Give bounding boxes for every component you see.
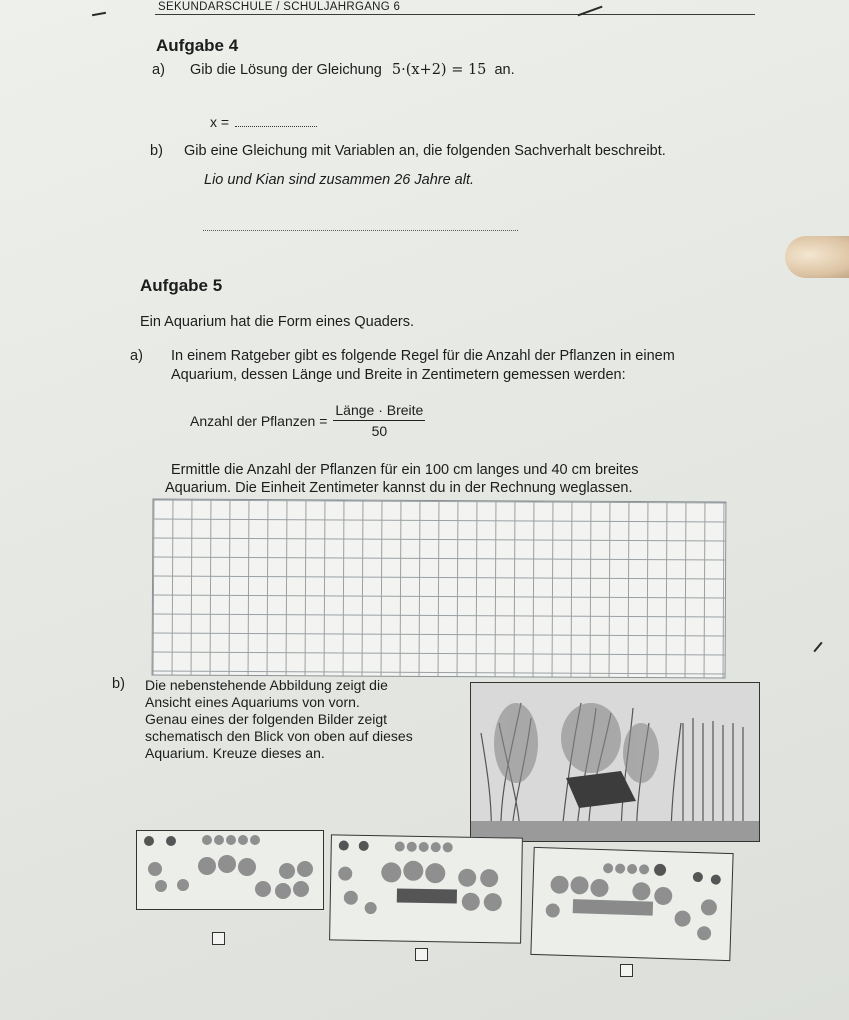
task5b-line3: Genau eines der folgenden Bilder zeigt [145, 711, 388, 727]
task5a-label: a) [130, 348, 143, 364]
task4-title: Aufgabe 4 [156, 36, 239, 55]
task4b-label: b) [150, 143, 163, 159]
task4a-answer-blank[interactable] [235, 126, 317, 127]
task5a-task-line2: Aquarium. Die Einheit Zentimeter kannst du in der Rechnung weglassen. [165, 480, 633, 496]
calculation-grid[interactable] [152, 498, 727, 678]
option-2-checkbox[interactable] [415, 948, 428, 961]
task5b-line2: Ansicht eines Aquariums von vorn. [145, 694, 360, 710]
option-3-checkbox[interactable] [620, 964, 633, 977]
formula-left: Anzahl der Pflanzen = [190, 412, 328, 429]
aquarium-front-view [470, 682, 760, 842]
option-1-top-view [136, 830, 324, 910]
task4a-equation: 5·(x+2) = 15 [391, 62, 487, 78]
option-1-checkbox[interactable] [212, 932, 225, 945]
task4b-statement: Lio und Kian sind zusammen 26 Jahre alt. [204, 172, 475, 188]
pencil-mark [813, 642, 822, 652]
task5-title: Aufgabe 5 [140, 276, 223, 295]
task5b-label: b) [112, 676, 125, 692]
task5a-line1: In einem Ratgeber gibt es folgende Regel für die Anzahl der Pflanzen in einem [171, 348, 675, 364]
formula-denominator: 50 [371, 423, 388, 439]
task4b-answer-line[interactable] [203, 230, 518, 231]
header-rule [155, 14, 755, 15]
task4a-suffix: an. [494, 62, 515, 78]
pencil-mark [92, 12, 106, 16]
school-header: SEKUNDARSCHULE / SCHULJAHRGANG 6 [158, 1, 401, 13]
option-2-top-view [329, 834, 523, 943]
option-3-top-view [530, 847, 733, 961]
task5-intro: Ein Aquarium hat die Form eines Quaders. [140, 314, 415, 330]
task5a-task-line1: Ermittle die Anzahl der Pflanzen für ein 100 cm langes und 40 cm breites [171, 462, 639, 478]
task4a-text [190, 62, 515, 78]
task4a-answer [210, 114, 317, 130]
task4a-answer-prefix: x = [210, 114, 230, 130]
formula-fraction [333, 402, 425, 439]
task5b-line5: Aquarium. Kreuze dieses an. [145, 745, 325, 761]
thumb-photo [785, 236, 849, 278]
task5a-line2: Aquarium, dessen Länge und Breite in Zentimetern gemessen werden: [171, 367, 626, 383]
task5b-line1: Die nebenstehende Abbildung zeigt die [145, 677, 388, 693]
task4b-text: Gib eine Gleichung mit Variablen an, die folgenden Sachverhalt beschreibt. [184, 143, 666, 159]
task4a-label: a) [152, 62, 165, 78]
plant-formula [190, 402, 425, 439]
task4a-instruction: Gib die Lösung der Gleichung [190, 62, 382, 78]
task5b-line4: schematisch den Blick von oben auf dieses [145, 728, 413, 744]
formula-numerator: Länge · Breite [333, 402, 425, 421]
